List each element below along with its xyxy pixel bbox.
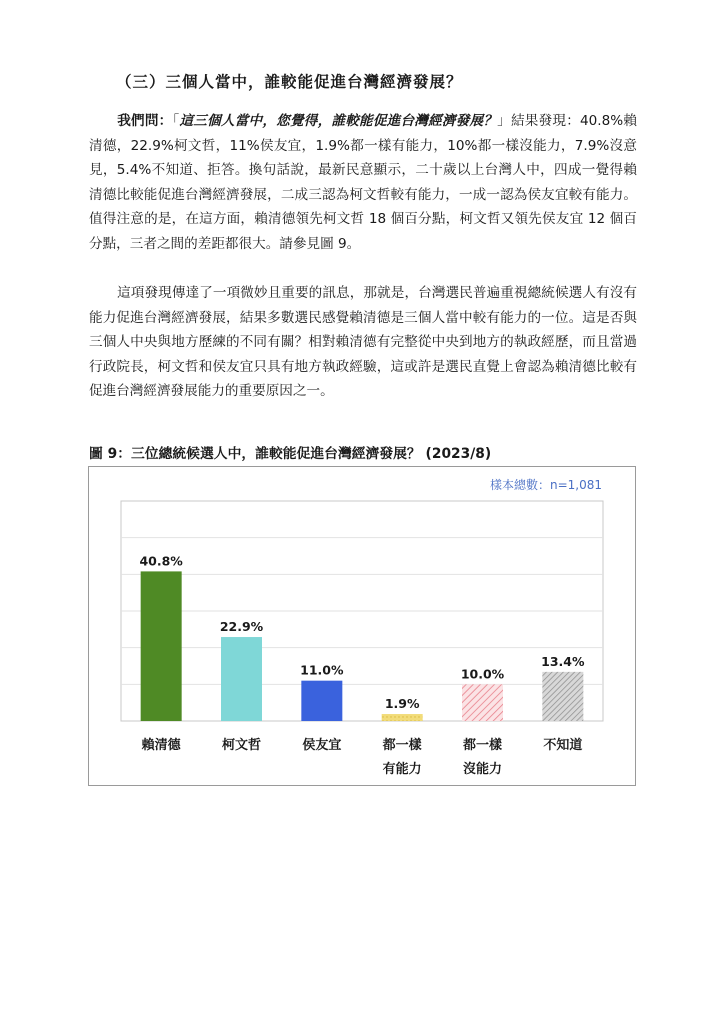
bar-value-label: 11.0% [300,662,344,678]
bar-value-label: 13.4% [541,653,585,669]
bar-value-label: 40.8% [139,553,183,569]
survey-question: 這三個人當中，您覺得，誰較能促進台灣經濟發展？ [179,113,498,129]
quote-close: 」 [497,113,511,129]
bar-value-label: 22.9% [219,619,264,635]
category-label: 賴清德 [141,738,181,753]
chart-frame [88,466,636,786]
bar-value-label: 10.0% [460,666,505,682]
category-label: 柯文哲 [221,738,262,753]
bar-value-label: 1.9% [384,696,420,712]
paragraph-1 [89,109,637,256]
category-label: 侯友宜 [302,738,342,753]
figure-caption: 圖 9：三位總統候選人中，誰較能促進台灣經濟發展？ (2023/8) [89,446,492,462]
category-label: 都一樣 [462,738,503,753]
category-label: 不知道 [543,738,583,753]
category-label: 有能力 [382,762,422,777]
category-label: 都一樣 [382,738,422,753]
paragraph-1-body: 結果發現：40.8%賴清德，22.9%柯文哲，11%侯友宜，1.9%都一樣有能力，10%都一樣沒能力，7.9%沒意見，5.4%不知道、拒答。換句話說，最新民意顯示，二十歲以上台灣人中，四成一覺得賴清德比較能促進台灣經濟發展，二成三認為柯文哲較有能力，一成一認為侯友宜較有能力。值得注意的是，在這方面，賴清德領先柯文哲 18 個百分點，柯文哲又領先侯友宜 12 個百分點，三者之間的差距都很大。請參見圖 9。 [89,113,638,252]
bar [542,672,583,721]
bar-chart [89,467,635,785]
bar [301,681,342,721]
paragraph-2-body: 這項發現傳達了一項微妙且重要的訊息，那就是，台灣選民普遍重視總統候選人有沒有能力促進台灣經濟發展，結果多數選民感覺賴清德是三個人當中較有能力的一位。這是否與三個人中央與地方歷練的不同有關？相對賴清德有完整從中央到地方的執政經歷，而且當過行政院長，柯文哲和侯友宜只具有地方執政經驗，這或許是選民直覺上會認為賴清德比較有促進台灣經濟發展能力的重要原因之一。 [89,285,637,399]
paragraph-2 [89,281,637,404]
category-label: 沒能力 [462,762,503,777]
quote-open: 「 [172,113,180,129]
bar [462,684,503,721]
bar [141,571,182,721]
bar [382,714,423,721]
sample-size-note: 樣本總數：n=1,081 [489,478,602,492]
section-heading: （三）三個人當中，誰較能促進台灣經濟發展？ [116,73,463,91]
question-lead: 我們問： [117,113,173,129]
bar [221,637,262,721]
